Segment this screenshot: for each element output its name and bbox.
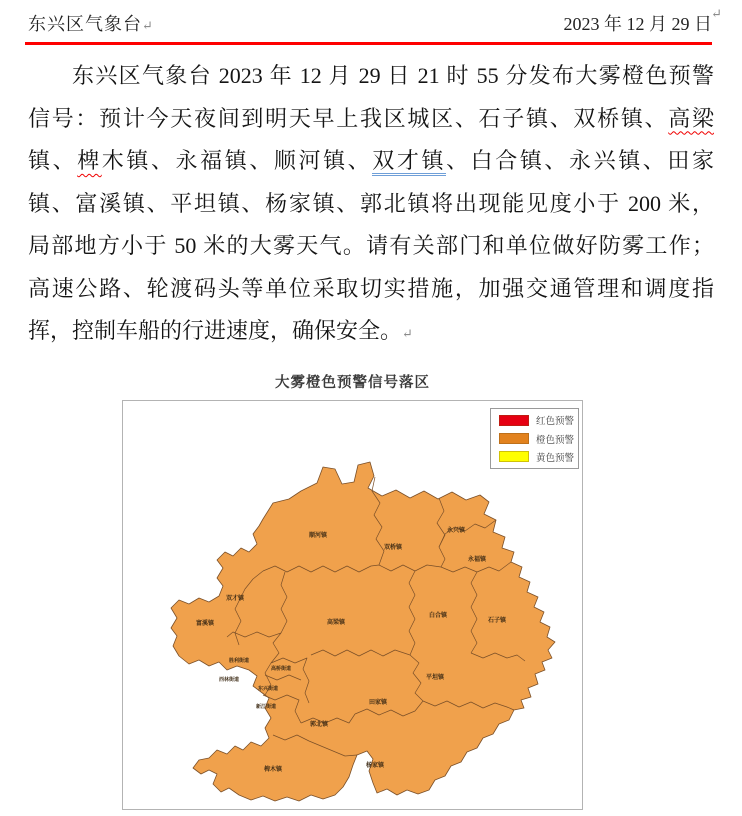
map-label: 东兴街道 — [257, 686, 279, 692]
legend-item — [499, 432, 578, 446]
legend-item — [499, 450, 578, 464]
body-line: 镇、富溪镇、平坦镇、杨家镇、郭北镇将出现能见度小于 200 米， — [28, 190, 714, 216]
map-label: 胜利街道 — [228, 658, 250, 664]
body-line: 信号：预计今天夜间到明天早上我区城区、石子镇、双桥镇、高梁 — [28, 105, 714, 131]
map-legend — [490, 408, 579, 469]
paragraph-return-mark: ↵ — [402, 326, 413, 341]
legend-label: 红色预警 — [536, 416, 575, 428]
legend-item — [499, 413, 578, 427]
body-line: 东兴区气象台 2023 年 12 月 29 日 21 时 55 分发布大雾橙色预警 — [72, 63, 714, 88]
map-label: 永福镇 — [467, 557, 487, 563]
map-label: 富溪镇 — [195, 621, 215, 627]
map-label: 双才镇 — [225, 596, 245, 602]
map-label: 椑木镇 — [263, 767, 283, 773]
map-label: 平坦镇 — [425, 675, 445, 681]
legend-label: 橙色预警 — [536, 434, 575, 446]
map-label: 郭北镇 — [309, 722, 329, 728]
map-label: 田家镇 — [368, 700, 388, 706]
map-label: 高桥街道 — [270, 666, 292, 672]
paragraph-return-mark: ↵ — [142, 18, 154, 33]
map-label: 顺河镇 — [308, 533, 328, 539]
orange-warning-swatch — [499, 433, 529, 444]
map-label: 石子镇 — [487, 618, 507, 624]
map-title: 大雾橙色预警信号落区 — [275, 375, 430, 391]
body-line: 镇、椑木镇、永福镇、顺河镇、双才镇、白合镇、永兴镇、田家 — [28, 140, 714, 183]
red-warning-swatch — [499, 415, 529, 426]
yellow-warning-swatch — [499, 451, 529, 462]
doc-date: 2023 年 12 月 29 日 ↵ — [563, 6, 722, 34]
grammar-underline: 双才镇 — [372, 148, 446, 176]
letterhead — [28, 6, 722, 40]
map-label: 双桥镇 — [383, 545, 403, 551]
spellcheck-underline: 椑 — [77, 148, 102, 173]
org-name: 东兴区气象台↵ — [28, 14, 154, 34]
map-label: 白合镇 — [428, 613, 448, 619]
map-label: 新江街道 — [255, 704, 277, 710]
legend-label: 黄色预警 — [536, 452, 575, 464]
map-label: 高梁镇 — [326, 620, 346, 626]
body-line: 高速公路、轮渡码头等单位采取切实措施，加强交通管理和调度指 — [28, 275, 714, 301]
body-line: 局部地方小于 50 米的大雾天气。请有关部门和单位做好防雾工作； — [28, 233, 714, 258]
warning-paragraph — [28, 55, 714, 353]
district-shape — [171, 462, 555, 801]
paragraph-return-mark: ↵ — [711, 6, 722, 21]
warning-map — [122, 400, 583, 810]
spellcheck-underline: 高梁 — [668, 105, 714, 131]
body-line: 挥，控制车船的行进速度，确保安全。↵ — [28, 318, 413, 343]
map-label: 杨家镇 — [365, 763, 385, 769]
map-label: 西林街道 — [218, 677, 240, 683]
header-rule — [25, 42, 712, 45]
map-label: 永兴镇 — [446, 528, 466, 534]
